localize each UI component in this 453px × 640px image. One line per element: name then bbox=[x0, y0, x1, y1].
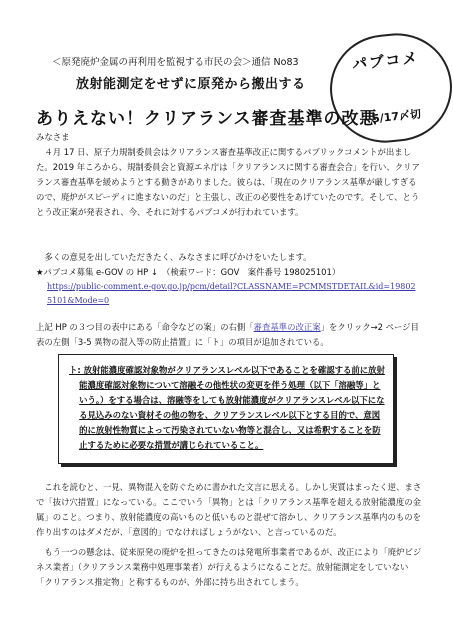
call-to-action-text: 多くの意見を出していただきたく、みなさまに呼びかけをいたします。 bbox=[44, 252, 312, 262]
highlight-link[interactable]: 審査基準の改正案 bbox=[253, 322, 321, 332]
newsletter-header: ＜原発廃炉金属の再利用を監視する市民の会＞通信 No83 bbox=[52, 57, 299, 68]
quoted-clause-box bbox=[58, 354, 394, 464]
stamp-title: パブコメ bbox=[351, 48, 421, 74]
page-title: ありえない！クリアランス審査基準の改悪 bbox=[36, 109, 378, 129]
subtitle: 放射能測定をせずに原発から搬出する bbox=[76, 77, 306, 92]
paragraph-instructions bbox=[36, 320, 422, 350]
greeting: みなさま bbox=[36, 132, 70, 142]
paragraph-analysis: これを読むと、一見、異物混入を防ぐために書かれた文言に思える。しかし実質はまったく逆、まさで「抜け穴措置」になっている。ここでいう「異物」とは「クリアランス基準を超える放射能濃度の金属」のこと。つまり、放射能濃度の高いものと低いものと混ぜて溶かし、クリアランス基準内のものを作り出すのはダメだが、「意図的」でなければしょうがない、と言っているのだ。 bbox=[36, 482, 422, 537]
paragraph-concern: もう一つの懸念は、従来原発の廃炉を担ってきたのは発電所事業者であるが、改正により「廃炉ビジネス業者」（クリアランス業務中処理事業者）が行えるようになることだ。放射能測定をしていない「クリアランス推定物」と称するものが、外部に持ち出されてしまう。 bbox=[36, 547, 422, 587]
egov-link[interactable]: https://public-comment.e-gov.go.jp/pcm/detail?CLASSNAME=PCMMSTDETAIL&id=198025101&Mode=0 bbox=[47, 282, 416, 305]
egov-instructions: ★パブコメ募集 e-GOV の HP ↓ （検索ワード：GOV 案件番号 198025101） bbox=[36, 267, 341, 277]
instructions-text-1: 上記 HP の３つ目の表中にある「命令などの案」の右側「 bbox=[36, 322, 254, 332]
stamp-deadline: 5/17〆切 bbox=[371, 107, 422, 126]
instructions-text-2: 」をクリック→2 ページ目表の左側「3-5 異物の混入等の防止措置」に「ト」の項目が追加されている。 bbox=[36, 322, 419, 347]
paragraph-intro: ４月 17 日、原子力規制委員会はクリアランス審査基準改正に関するパブリックコメントが出ました。2019 年ころから、規制委員会と資源エネ庁は「クリアランスに関する審査会合」を行い、クリアランス審査基準を緩めようとする動きがありました。彼らは、「現在のクリアランス基準が厳しすぎるので、廃炉がスピーディに進まないのだ」と主張し、改正の必要性をあげていたのです。そして、とうとう改正案が発表され、今、それに対するパブコメが行われています。 bbox=[36, 147, 420, 217]
quoted-clause: ト: 放射能濃度確認対象物がクリアランスレベル以下であることを確認する前に放射能濃度確認対象物について溶融その他性状の変更を伴う処理（以下「溶融等」という。）をする場合は、溶融等をしても放射能濃度がクリアランスレベル以下になる見込みのない資材その他の物を、クリアランスレベル以下とする目的で、意図的に放射性物質によって汚染されていない物等と混合し、又は希釈することを防止するために必要な措置が講じられていること。 bbox=[69, 365, 385, 450]
paragraph-call-to-action bbox=[36, 250, 422, 280]
